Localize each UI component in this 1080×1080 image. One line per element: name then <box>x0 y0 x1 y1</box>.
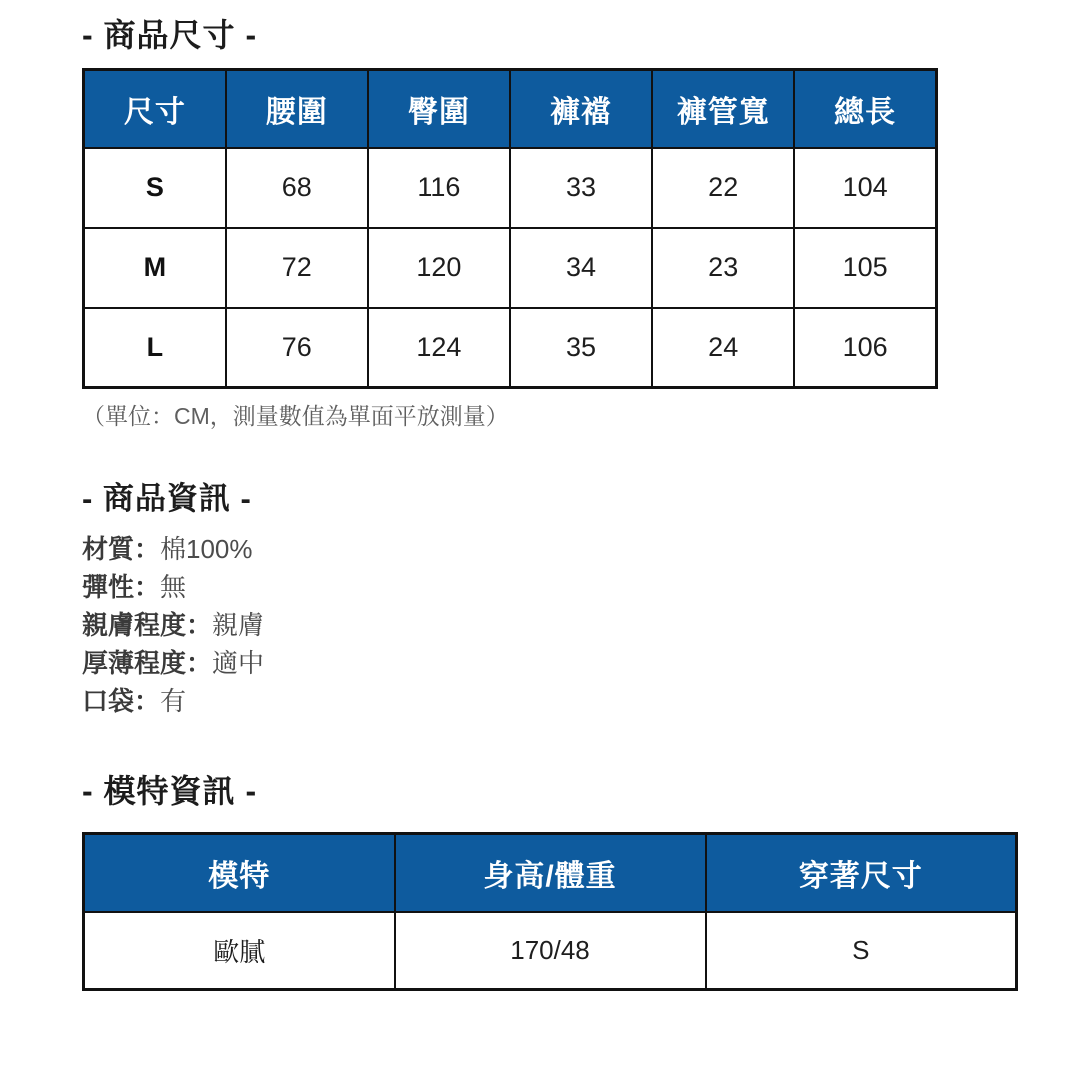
size-l-hip: 124 <box>368 308 510 388</box>
size-m-crotch: 34 <box>510 228 652 308</box>
size-s-length: 104 <box>794 148 936 228</box>
size-table-header-waist: 腰圍 <box>226 70 368 148</box>
material-label: 材質： <box>82 534 161 564</box>
list-item <box>82 682 1020 720</box>
table-row <box>84 912 1017 990</box>
elasticity-value: 無 <box>160 572 187 602</box>
table-row <box>84 308 937 388</box>
product-info-list <box>82 530 1020 720</box>
pocket-value: 有 <box>160 686 187 716</box>
skin-friendly-value: 親膚 <box>212 610 265 640</box>
size-table <box>82 68 938 389</box>
size-l-length: 106 <box>794 308 936 388</box>
product-size-title: - 商品尺寸 - <box>82 17 258 53</box>
size-label-m: M <box>84 228 226 308</box>
size-m-length: 105 <box>794 228 936 308</box>
product-info-section <box>82 480 1020 720</box>
thickness-label: 厚薄程度： <box>82 648 213 678</box>
model-name: 歐膩 <box>84 912 395 990</box>
model-table-header-wearing-size: 穿著尺寸 <box>706 834 1017 912</box>
skin-friendly-label: 親膚程度： <box>82 610 213 640</box>
model-table-header-row <box>84 834 1017 912</box>
size-l-leg-width: 24 <box>652 308 794 388</box>
list-item <box>82 568 1020 606</box>
model-table-header-model: 模特 <box>84 834 395 912</box>
model-height-weight: 170/48 <box>395 912 706 990</box>
pocket-label: 口袋： <box>82 686 161 716</box>
size-table-header-hip: 臀圍 <box>368 70 510 148</box>
size-table-header-size: 尺寸 <box>84 70 226 148</box>
size-m-hip: 120 <box>368 228 510 308</box>
table-row <box>84 148 937 228</box>
size-table-header-length: 總長 <box>794 70 936 148</box>
model-info-section <box>82 772 1020 991</box>
model-table <box>82 832 1018 991</box>
size-s-waist: 68 <box>226 148 368 228</box>
size-l-crotch: 35 <box>510 308 652 388</box>
model-info-title: - 模特資訊 - <box>82 773 258 809</box>
model-wearing-size: S <box>706 912 1017 990</box>
product-info-title: - 商品資訊 - <box>82 481 252 516</box>
thickness-value: 適中 <box>212 648 265 678</box>
table-row <box>84 228 937 308</box>
material-value: 棉100% <box>160 534 253 564</box>
list-item <box>82 644 1020 682</box>
model-table-header-height-weight: 身高/體重 <box>395 834 706 912</box>
size-label-s: S <box>84 148 226 228</box>
size-m-waist: 72 <box>226 228 368 308</box>
size-s-crotch: 33 <box>510 148 652 228</box>
size-s-hip: 116 <box>368 148 510 228</box>
size-label-l: L <box>84 308 226 388</box>
measurement-unit-note: （單位：CM，測量數值為單面平放測量） <box>82 403 509 429</box>
list-item <box>82 530 1020 568</box>
list-item <box>82 606 1020 644</box>
size-m-leg-width: 23 <box>652 228 794 308</box>
size-table-header-crotch: 褲襠 <box>510 70 652 148</box>
size-table-header-row <box>84 70 937 148</box>
size-l-waist: 76 <box>226 308 368 388</box>
elasticity-label: 彈性： <box>82 572 161 602</box>
size-s-leg-width: 22 <box>652 148 794 228</box>
size-table-header-leg-width: 褲管寬 <box>652 70 794 148</box>
